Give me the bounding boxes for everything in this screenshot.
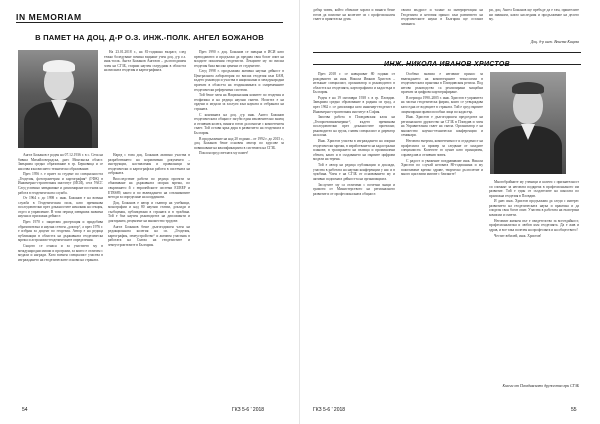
paragraph: Инж. Христов участва в изграждането на опорни геодезически мрежи, в изработването на кадастрални планове, в трасирането на пътища и промишлени обекти, както и в създаването на първите цифрови модели на терена. (313, 139, 395, 162)
paragraph: Честит юбилей, инж. Христов! (494, 233, 542, 238)
left-column-a2 (18, 153, 103, 399)
paragraph: Впоследствие работи по редица проекти за обновяване на държавната опорна мрежа, по свързването й с европейските системи EUREF и ETRS89, както и по въвеждането на спътниковите методи за определяне на координати. (108, 176, 190, 200)
author-signoff-anniversary: Колеги от Пловдивското дружество при СГЗБ (502, 384, 579, 388)
paragraph: Същото се отнася и за участието му в международни мисии и програми, за които е отличен с медали и награди. Като военен специалист участва в изграждането на геодезическите основи на страната. (18, 244, 103, 262)
paragraph: В периода 1990–2005 г. инж. Христов е управител на частна геодезическа фирма, която се утвърждава като една от водещите в страната. Той е сред първите лицензирани правоспособни лица по кадастър. (401, 95, 483, 114)
right-column-b (401, 72, 483, 402)
paragraph: ри, доц. Ангел Божанов ще пребъде да е там, приятелите ни завинаги, както наследник и продължение на делото му. (489, 8, 579, 22)
paragraph: Той е автор на редица публикации и доклади, участва в работата на научни конференции у нас и в чужбина. Член е на СГЗБ от основаването му и активно подпомага дейността на организацията. (313, 163, 395, 181)
left-column-c (194, 50, 284, 399)
right-column-a (313, 72, 395, 402)
paragraph: Инж. Христов е дългогодишен председател на регионалното дружество на СГЗБ в Пловдив и член на Управителния съвет на съюза. Организатор е на множество научно-технически конференции и семинари. (401, 115, 483, 138)
paragraph: Многобройните му ученици и колеги с признателност си спомнят за неговата подкрепа в професионалното им развитие. Той е един от създателите на школата по приложна геодезия в Пловдив. (489, 180, 579, 198)
paragraph: През 1956 г. е приет за студент по специалността „Геодезия, фотограметрия и картография“ (ГФК) в Инженерно-строителния институт (ИСИ), сега УАСГ. След успешно завършване и дипломиране постъпва на работа в геодезическата служба. (18, 172, 103, 195)
paragraph: През 1990 г. доц. Божанов се завърна в ИСИ като преподавател и продължи да предава своя богат опит на младите поколения геодезисти. Лекциите му по висша геодезия бяха високо ценени от студентите. (194, 50, 284, 68)
paragraph: Неговият жизнен път е свидетелство за всеотдайност, професионализъм и любов към геодезията. Да е жив и здрав, и все така полезен на професията и на обществото! (489, 218, 579, 232)
paragraph: Поклон пред светлата му памет! (199, 151, 249, 156)
paragraph: И днес инж. Христов продължава да следи с интерес развитието на геодезическата наука и практика и да споделя своя богат опит. Участва в работата на експертни комисии и съвети. (489, 199, 579, 218)
paragraph: С кончината на доц. д-р инж. Ангел Божанов геодезическата общност загуби един изключително знаещ и отзивчив колега, винаги готов да помогне с компетентен съвет. Той остави ярка диря в развитието на геодезията в България. (194, 112, 284, 135)
paragraph: Заслугите му са отличени с почетни знаци и грамоти от Министерството на регионалното развитие и от професионалната общност. (313, 182, 395, 196)
paragraph: Наред с това доц. Божанов активно участва в разработването на нормативни документи – инструкции, наставления и правилници за геодезически и картографски работи в системата на отбраната. (108, 153, 190, 176)
photo-hair (43, 60, 75, 72)
section-title: IN MEMORIAM (16, 12, 82, 22)
continued-text-column-2 (401, 8, 483, 42)
paragraph: Започва работа в Пловдивския клон на „Геопроектинженеринг“, където преминава последователно през длъжностите проектант, ръководител на група, главен специалист и директор на клона. (313, 115, 395, 138)
author-signoff-memoriam: Доц. д-р инж. Венета Кацева (530, 40, 579, 44)
paragraph: От 1964 г. до 1998 г. инж. Божанов е на военна служба в Геодезическия полк, като преминава последователно през длъжностите началник на секция, отдел и управление. В този период извършва значима научна и приложна дейност. (18, 196, 103, 219)
portrait-photo-bozhanov (18, 50, 98, 148)
memoriam-article-title: В ПАМЕТ НА ДОЦ. Д-Р О.З. ИНЖ.-ПОЛК. АНГЕЛ БОЖАНОВ (35, 33, 264, 42)
left-column-b (108, 153, 190, 399)
paragraph: Ангел Божанов беше дългогодишен член на редакционната колегия на сп. „Геодезия, картография, земеустройство“ и активен участник в работата на Съюза на геодезистите и земеустроителите в България. (108, 224, 190, 247)
paragraph: През 1970 г. защитава дисертация и придобива образователна и научна степен „доктор“, а през 1976 г. е избран за доцент по геодезия. Автор е на редица публикации в областта на държавната геодезическа мрежа и астрономо-геодезическите определения. (18, 220, 103, 243)
paragraph: Доц. Божанов е автор и съавтор на учебници, монографии и над 80 научни статии, доклади и съобщения, публикувани в страната и в чужбина. Той е бил научен ръководител на дипломанти и докторанти, рецензент на множество трудове. (108, 200, 190, 224)
journal-footer-left: ГКЗ 5-6 ' 2018 (232, 407, 265, 413)
paragraph: Неговата енергия, компетентност и отдаденост на професията са пример за следване от младите специалисти. Колегите го ценят като принципен, справедлив и отзивчив човек. (401, 139, 483, 157)
right-column-c (489, 180, 579, 380)
paragraph: На 23.01.2018 г., на 81-годишна възраст, след тежко боледуване почина видният учен доц. д-р о.з. инж.-полк. Ангел Божанов Ангелов – дългогодишен член на СГЗБ, старши научен сътрудник в областта на висшата геодезия и картографията. (104, 50, 186, 73)
page-number-right: 55 (571, 407, 577, 413)
paragraph: Особено значим е неговият принос за въвеждането на компютърните технологии в геодезическата практика в Пловдивския регион. Под негово ръководство са реализирани мащабни проекти за цифрово картографиране. (401, 72, 483, 95)
continued-text-column-1 (313, 8, 395, 42)
left-column-a (104, 50, 186, 150)
section-header (16, 7, 283, 23)
page-number-left: 54 (22, 407, 28, 413)
paragraph: Ангел Божанов е роден на 07.12.1936 г. в с. Сеча на бивша Михайловградска, днес Монтанска област. Завършва средно образование в гр. Берковица и се насочва към висшето техническо образование. (18, 153, 103, 171)
journal-footer-right: ГКЗ 5-6 ' 2018 (313, 407, 346, 413)
continued-text-column-3 (489, 8, 579, 42)
paragraph: В продължение на над 20 години – от 1992 г. до 2015 г., доц. Божанов беше основен лектор по курсове за повишаване на квалификацията в системата на СГЗБ. (194, 136, 284, 150)
paragraph: своята мъдрост и талант за интерпретация на Геодезията и неговия принос към развитието на геодезическите науки в България ще останат завинаги. (401, 8, 483, 26)
anniversary-title-bar (313, 52, 581, 68)
paragraph: добър човек, който обичаше хората и винаги беше готов да помогне на колегите си с професионален съвет и приятелска дума. (313, 8, 395, 22)
portrait-photo-hristov (490, 72, 566, 174)
paragraph: С радост и уважение поздравяваме инж. Никола Христов по случай неговата 80-годишнина и му пожелаваме крепко здраве, творческо дълголетие и много щастливи мигове с близките! (401, 158, 483, 177)
anniversary-article-title: ИНЖ. НИКОЛА ИВАНОВ ХРИСТОВ (384, 61, 510, 68)
photo-hair (512, 82, 544, 94)
paragraph: След 1998 г. продължава активна научна дейност в Централната лаборатория по висша геодезия към БАН, където ръководи и участва в национални и международни проекти в областта на геодинамиката и съвременните геодезически референтни системи. (194, 69, 284, 92)
paragraph: Роден е на 19 октомври 1938 г. в гр. Пловдив. Завършва средно образование в родния си град, а през 1962 г. се дипломира като инженер-геодезист в Инженерно-строителния институт в София. (313, 95, 395, 114)
paragraph: През 2018 г. се навършват 80 години от рождението на инж. Никола Иванов Христов – изтъкнат специалист, организатор и ръководител в областта на геодезията, картографията и кадастъра в България. (313, 72, 395, 95)
paragraph: Той беше член на Националния комитет по геодезия и геофизика и на редица научни съвети. Носител е на ордени и медали за заслуги към науката и отбраната на страната. (194, 93, 284, 111)
